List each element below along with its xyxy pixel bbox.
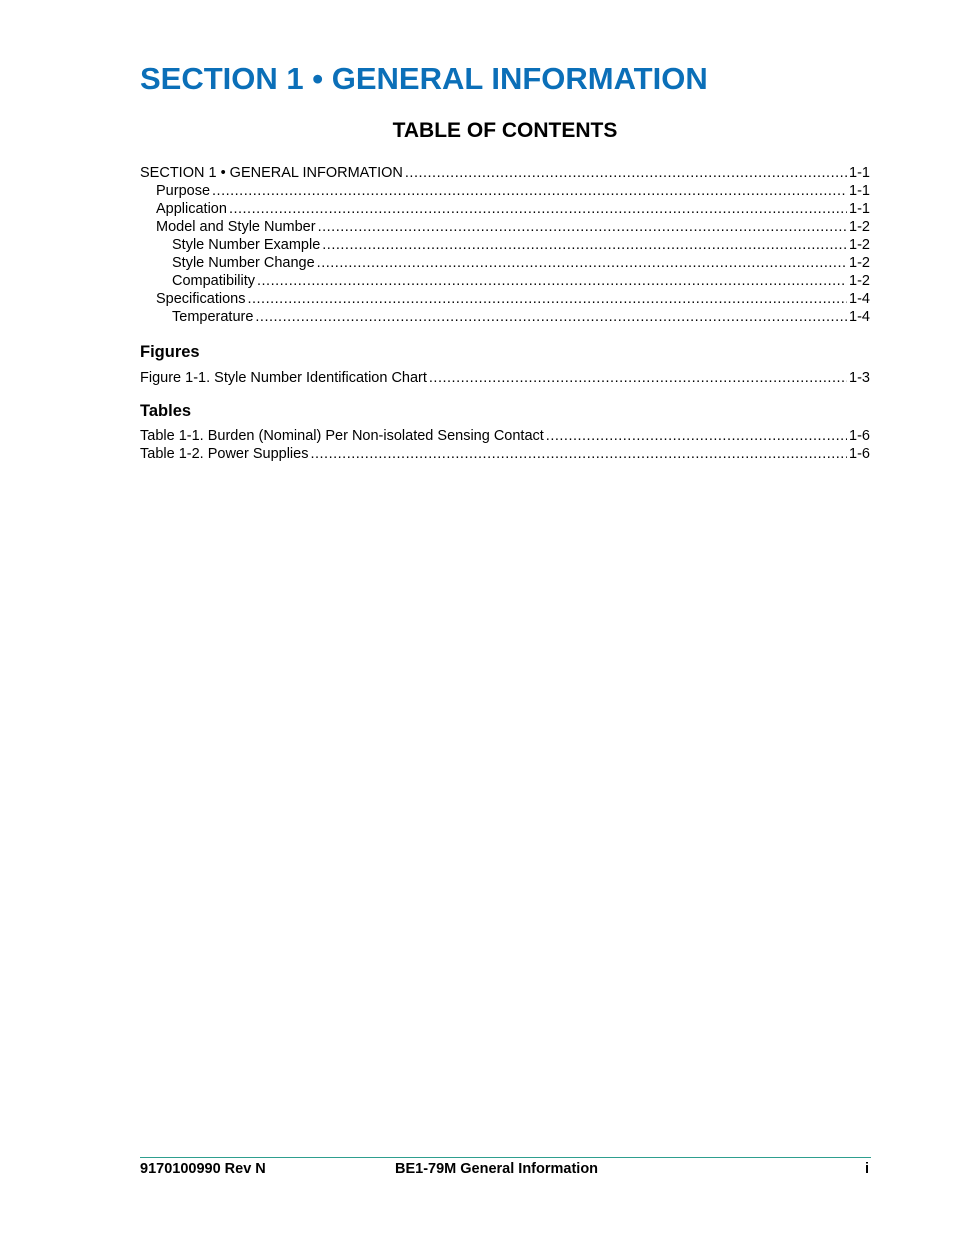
contents-list xyxy=(140,164,870,326)
footer-page-number: i xyxy=(864,1161,869,1177)
toc-entry-label: Compatibility xyxy=(172,273,255,289)
dot-leader xyxy=(405,164,847,182)
toc-entry-label: SECTION 1 • GENERAL INFORMATION xyxy=(140,165,403,181)
dot-leader xyxy=(257,272,847,290)
toc-entry-page: 1-2 xyxy=(849,255,870,271)
dot-leader xyxy=(247,290,847,308)
toc-entry[interactable] xyxy=(140,218,870,236)
dot-leader xyxy=(318,218,847,236)
dot-leader xyxy=(322,236,847,254)
table-entry[interactable] xyxy=(140,427,870,445)
toc-entry[interactable] xyxy=(140,200,870,218)
footer-rule xyxy=(140,1157,871,1158)
table-entry-page: 1-6 xyxy=(849,446,870,462)
figure-entry-label: Figure 1-1. Style Number Identification Chart xyxy=(140,370,427,386)
toc-entry-page: 1-1 xyxy=(849,201,870,217)
toc-entry-label: Purpose xyxy=(156,183,211,199)
toc-entry[interactable] xyxy=(140,182,870,200)
toc-entry[interactable] xyxy=(140,236,870,254)
toc-entry-label: Specifications xyxy=(156,291,246,307)
dot-leader xyxy=(310,445,847,463)
toc-entry-page: 1-2 xyxy=(849,237,870,253)
dot-leader xyxy=(255,308,847,326)
footer-document-title: BE1-79M General Information xyxy=(395,1161,599,1177)
table-entry-page: 1-6 xyxy=(849,428,870,444)
toc-entry-page: 1-1 xyxy=(849,165,870,181)
toc-entry-label: Application xyxy=(156,201,227,217)
toc-entry[interactable] xyxy=(140,272,870,290)
toc-entry-label: Temperature xyxy=(172,309,254,325)
table-entry-label: Table 1-1. Burden (Nominal) Per Non-isolated Sensing Contact xyxy=(140,428,544,444)
toc-entry-page: 1-4 xyxy=(849,291,870,307)
toc-entry-label: Style Number Example xyxy=(172,237,321,253)
table-entry-label: Table 1-2. Power Supplies xyxy=(140,446,309,462)
page-footer xyxy=(140,1159,871,1179)
tables-heading: Tables xyxy=(140,402,192,420)
dot-leader xyxy=(429,369,847,387)
toc-entry[interactable] xyxy=(140,308,870,326)
dot-leader xyxy=(212,182,847,200)
table-entry[interactable] xyxy=(140,445,870,463)
toc-entry-label: Style Number Change xyxy=(172,255,315,271)
toc-title: TABLE OF CONTENTS xyxy=(392,119,618,142)
toc-entry-label: Model and Style Number xyxy=(156,219,316,235)
toc-entry[interactable] xyxy=(140,254,870,272)
section-title: SECTION 1 • GENERAL INFORMATION xyxy=(140,61,708,96)
toc-entry-page: 1-4 xyxy=(849,309,870,325)
figure-entry[interactable] xyxy=(140,369,870,387)
tables-list xyxy=(140,427,870,463)
footer-document-number: 9170100990 Rev N xyxy=(140,1161,266,1177)
dot-leader xyxy=(546,427,847,445)
toc-entry[interactable] xyxy=(140,290,870,308)
dot-leader xyxy=(229,200,847,218)
figures-heading: Figures xyxy=(140,343,200,361)
toc-entry[interactable] xyxy=(140,164,870,182)
toc-entry-page: 1-2 xyxy=(849,273,870,289)
toc-entry-page: 1-1 xyxy=(849,183,870,199)
dot-leader xyxy=(317,254,847,272)
figure-entry-page: 1-3 xyxy=(849,370,870,386)
figures-list xyxy=(140,369,870,387)
toc-entry-page: 1-2 xyxy=(849,219,870,235)
